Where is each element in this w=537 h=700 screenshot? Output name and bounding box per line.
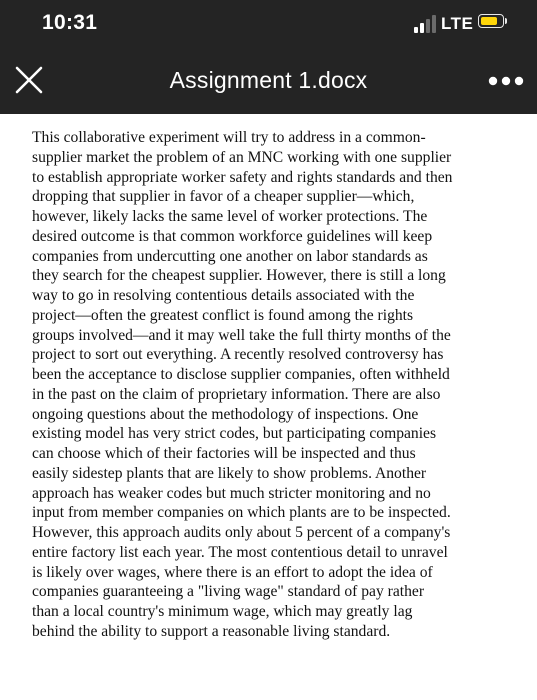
document-text-line: than a local country's minimum wage, which may greatly lag: [32, 603, 413, 620]
signal-bar: [420, 23, 424, 33]
document-text-line: is likely over wages, where there is an effort to adopt the idea of: [32, 563, 433, 581]
document-text-line: project—often the greatest conflict is found among the rights: [32, 306, 414, 324]
app-header: [0, 0, 537, 114]
document-text-line: approach has weaker codes but much stricter monitoring and no: [32, 484, 431, 502]
document-text-line: entire factory list each year. The most contentious detail to unravel: [32, 543, 448, 561]
document-text-line: behind the ability to support a reasonable living standard.: [32, 622, 391, 640]
document-content-area[interactable]: [0, 114, 537, 700]
signal-bar: [432, 15, 436, 33]
more-options-button[interactable]: [484, 70, 530, 92]
document-text-line: companies guaranteeing a "living wage" standard of pay rather: [32, 583, 425, 601]
document-text-line: dropping that supplier in favor of a cheaper supplier—which,: [32, 188, 415, 206]
status-bar: [0, 0, 537, 50]
more-dots-icon: [484, 70, 530, 92]
document-text-line: way to go in resolving contentious details associated with the: [32, 287, 415, 304]
document-text-line: to establish appropriate worker safety and rights standards and then: [32, 168, 453, 186]
document-text-line: companies from undercutting one another on labor standards as: [32, 247, 428, 265]
document-text-line: however, likely lacks the same level of worker protections. The: [32, 208, 428, 225]
document-body-paragraph: [32, 128, 514, 642]
document-text-line: they search for the cheapest supplier. However, there is still a long: [32, 267, 446, 285]
network-type-label: LTE: [441, 14, 474, 33]
document-text-line: can choose which of their factories will be inspected and thus: [32, 445, 416, 462]
battery-icon: [478, 14, 504, 28]
document-text-line: input from member companies on which plants are to be inspected.: [32, 504, 451, 522]
signal-bar: [414, 27, 418, 33]
document-text-line: been the acceptance to disclose supplier companies, often withheld: [32, 366, 450, 383]
signal-bar: [426, 19, 430, 33]
status-time: 10:31: [42, 11, 98, 34]
document-text-line: desired outcome is that common workforce guidelines will keep: [32, 227, 433, 245]
signal-strength-icon: [414, 15, 438, 33]
document-title: Assignment 1.docx: [169, 67, 368, 93]
document-text-line: easily sidestep plants that are likely to show problems. Another: [32, 464, 427, 482]
battery-cap: [505, 18, 507, 24]
document-text-line: This collaborative experiment will try to address in a common-: [32, 129, 426, 146]
document-text-line: supplier market the problem of an MNC working with one supplier: [32, 148, 452, 166]
document-text-line: ongoing questions about the methodology of inspections. One: [32, 405, 419, 423]
battery-level-fill: [481, 17, 497, 25]
document-nav-bar: [0, 52, 537, 112]
document-text-line: existing model has very strict codes, but participating companies: [32, 425, 437, 443]
document-text-line: groups involved—and it may well take the full thirty months of the: [32, 326, 451, 344]
document-text-line: However, this approach audits only about 5 percent of a company's: [32, 524, 451, 541]
document-text-line: project to sort out everything. A recently resolved controversy has: [32, 346, 444, 364]
document-text-line: in the past on the claim of proprietary information. There are also: [32, 385, 441, 403]
